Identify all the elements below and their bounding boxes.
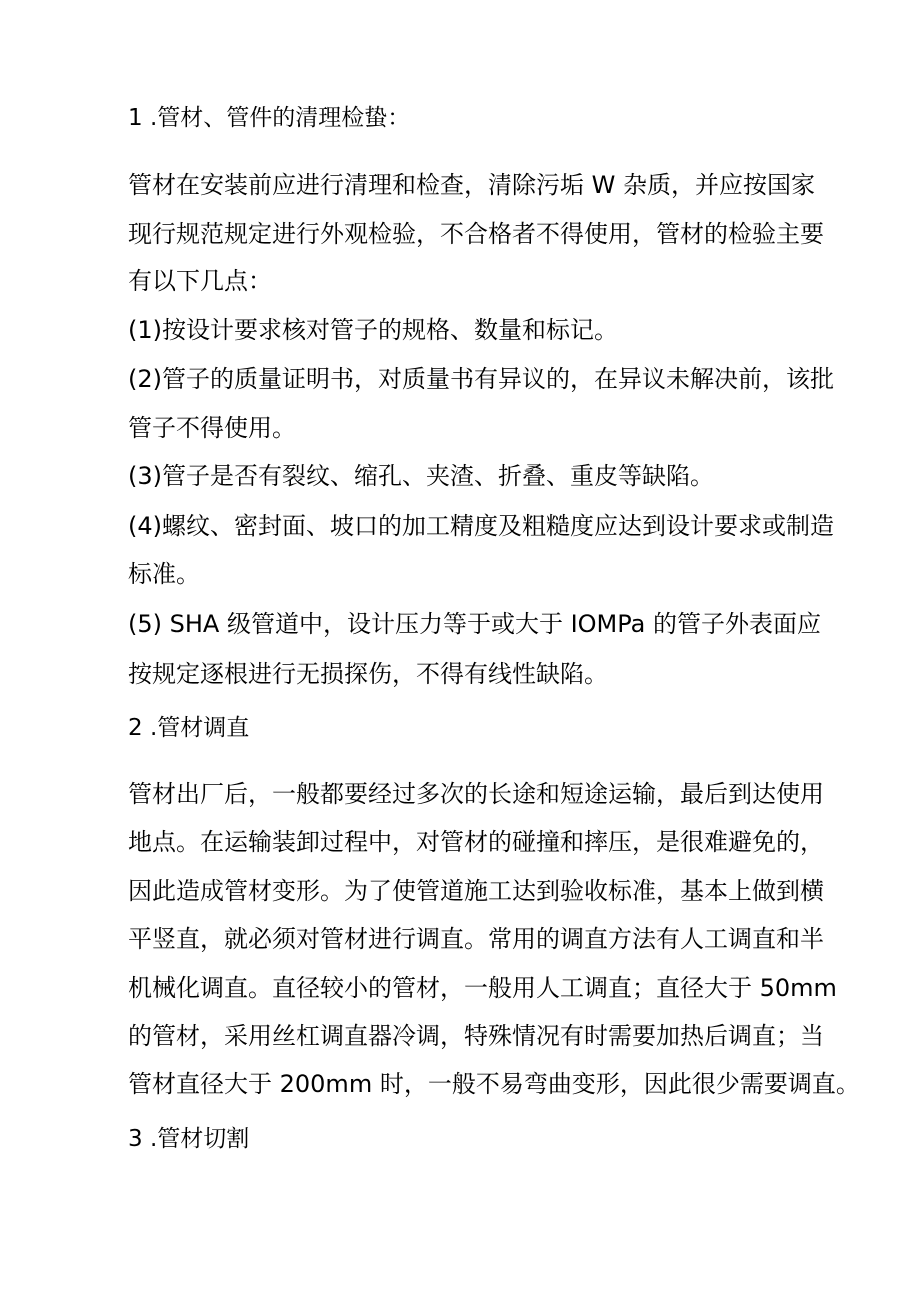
section-1-intro-line-3: 有以下几点：	[128, 267, 272, 295]
section-1-intro-line-1: 管材在安装前应进行清理和检查，清除污垢 W 杂质，并应按国家	[128, 171, 815, 199]
section-1-intro-line-2: 现行规范规定进行外观检验，不合格者不得使用，管材的检验主要	[128, 220, 824, 248]
list-item-5-line-1: (5) SHA 级管道中，设计压力等于或大于 IOMPa 的管子外表面应	[128, 610, 821, 638]
list-item-4-line-1: (4)螺纹、密封面、坡口的加工精度及粗糙度应达到设计要求或制造	[128, 512, 834, 540]
list-item-5-line-2: 按规定逐根进行无损探伤，不得有线性缺陷。	[128, 660, 608, 688]
list-item-2-line-1: (2)管子的质量证明书，对质量书有异议的，在异议未解决前，该批	[128, 365, 834, 393]
list-item-1: (1)按设计要求核对管子的规格、数量和标记。	[128, 316, 618, 344]
section-2-line-4: 平竖直，就必须对管材进行调直。常用的调直方法有人工调直和半	[128, 925, 824, 953]
section-2-heading: 2 .管材调直	[128, 715, 250, 741]
list-item-4-line-2: 标准。	[128, 560, 200, 588]
section-3-heading: 3 .管材切割	[128, 1126, 250, 1152]
section-2-line-5: 机械化调直。直径较小的管材，一般用人工调直；直径大于 50mm	[128, 974, 837, 1002]
list-item-3: (3)管子是否有裂纹、缩孔、夹渣、折叠、重皮等缺陷。	[128, 462, 714, 490]
section-2-line-6: 的管材，采用丝杠调直器冷调，特殊情况有时需要加热后调直；当	[128, 1022, 824, 1050]
section-2-line-7: 管材直径大于 200mm 时，一般不易弯曲变形，因此很少需要调直。	[128, 1070, 860, 1098]
list-item-2-line-2: 管子不得使用。	[128, 414, 296, 442]
section-2-line-3: 因此造成管材变形。为了使管道施工达到验收标准，基本上做到横	[128, 877, 824, 905]
section-1-heading: 1 .管材、管件的清理检蛰：	[128, 105, 411, 131]
section-2-line-2: 地点。在运输装卸过程中，对管材的碰撞和摔压，是很难避免的，	[128, 828, 824, 856]
section-2-line-1: 管材出厂后，一般都要经过多次的长途和短途运输，最后到达使用	[128, 780, 824, 808]
